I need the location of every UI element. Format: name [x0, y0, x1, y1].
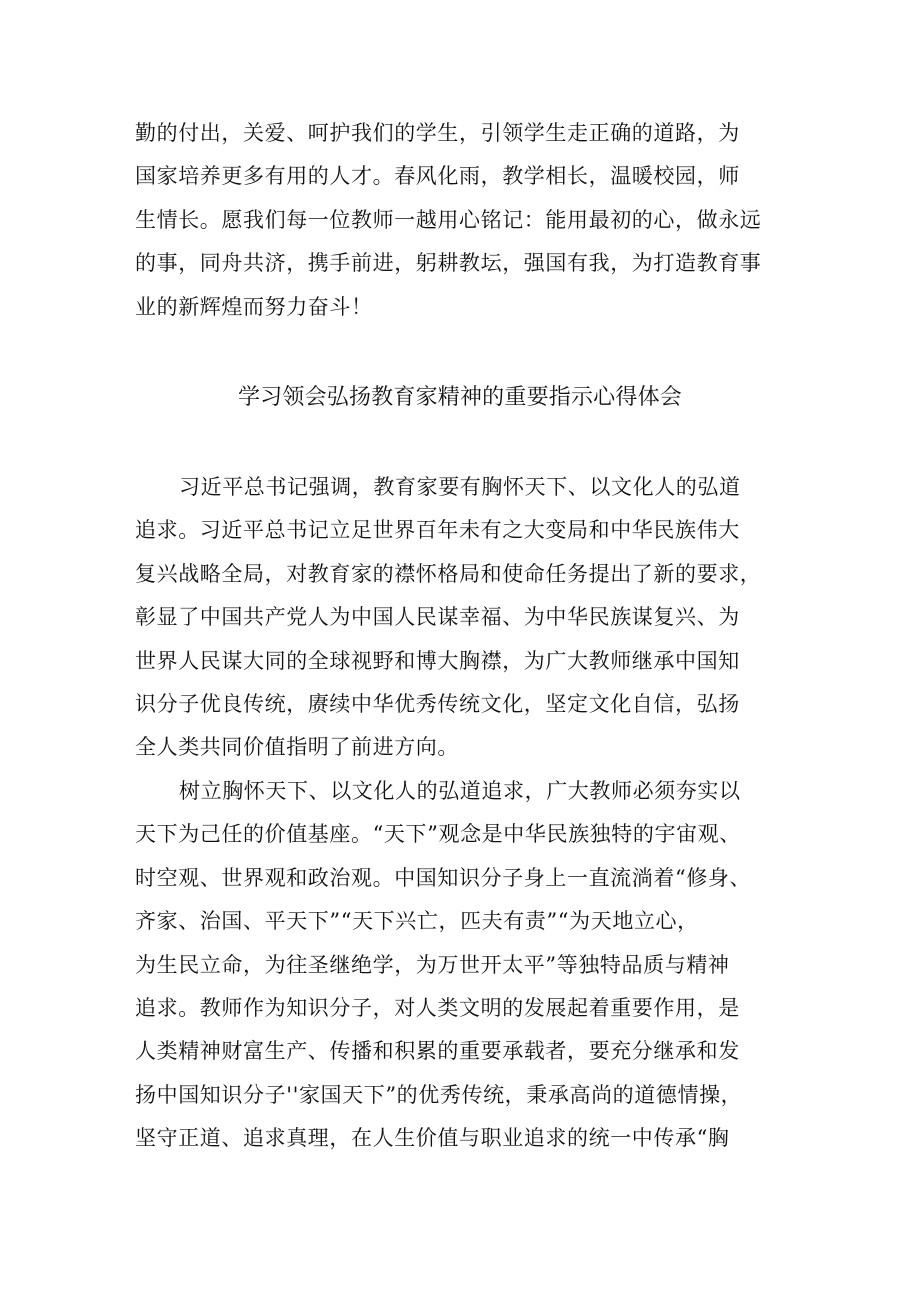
- paragraph-line: 时空观、世界观和政治观。中国知识分子身上一直流淌着“修身、: [135, 865, 752, 890]
- paragraph-line: 彰显了中国共产党人为中国人民谋幸福、为中华民族谋复兴、为: [135, 605, 740, 630]
- paragraph-line: 为生民立命，为往圣继绝学，为万世开太平”等独特品质与精神: [135, 952, 730, 977]
- paragraph-line: 识分子优良传统，赓续中华优秀传统文化，坚定文化自信，弘扬: [135, 691, 740, 716]
- paragraph-line: 全人类共同价值指明了前进方向。: [135, 735, 459, 760]
- paragraph-line: 生情长。愿我们每一位教师一越用心铭记：能用最初的心，做永远: [135, 207, 762, 232]
- article-title: 学习领会弘扬教育家精神的重要指示心得体会: [237, 385, 682, 410]
- continuation-paragraph: [135, 112, 795, 329]
- paragraph-line: 世界人民谋大同的全球视野和博大胸襟，为广大教师继承中国知: [135, 648, 740, 673]
- paragraph-line: 扬中国知识分子''家国天下”的优秀传统，秉承高尚的道德情操，: [135, 1082, 743, 1107]
- paragraph-line: 坚守正道、追求真理，在人生价值与职业追求的统一中传承“胸: [135, 1126, 730, 1151]
- paragraph-line: 复兴战略全局，对教育家的襟怀格局和使命任务提出了新的要求，: [135, 561, 762, 586]
- paragraph-line: 习近平总书记强调，教育家要有胸怀天下、以文化人的弘道: [179, 475, 741, 499]
- paragraph-line: 追求。教师作为知识分子，对人类文明的发展起着重要作用，是: [135, 995, 740, 1020]
- paragraph-line: 的事，同舟共济，携手前进，躬耕教坛，强国有我，为打造教育事: [135, 251, 762, 276]
- paragraph-line: 人类精神财富生产、传播和积累的重要承载者，要充分继承和发: [135, 1039, 740, 1064]
- paragraph-line: 追求。习近平总书记立足世界百年未有之大变局和中华民族伟大: [135, 518, 740, 543]
- paragraph-line: 勤的付出，关爱、呵护我们的学生，引领学生走正确的道路，为: [135, 121, 740, 145]
- paragraph-2: [135, 770, 795, 1161]
- paragraph-line: 树立胸怀天下、以文化人的弘道追求，广大教师必须夯实以: [179, 779, 741, 803]
- paragraph-line: 天下为己任的价值基座。“天下”观念是中华民族独特的宇宙观、: [135, 822, 741, 847]
- paragraph-line: 国家培养更多有用的人才。春风化雨，教学相长，温暖校园，师: [135, 164, 740, 189]
- paragraph-line: 齐家、治国、平天下”“天下兴亡，匹夫有责”“为天地立心，: [135, 909, 699, 934]
- paragraph-line: 业的新辉煌而努力奋斗！: [135, 294, 373, 319]
- paragraph-1: [135, 466, 795, 770]
